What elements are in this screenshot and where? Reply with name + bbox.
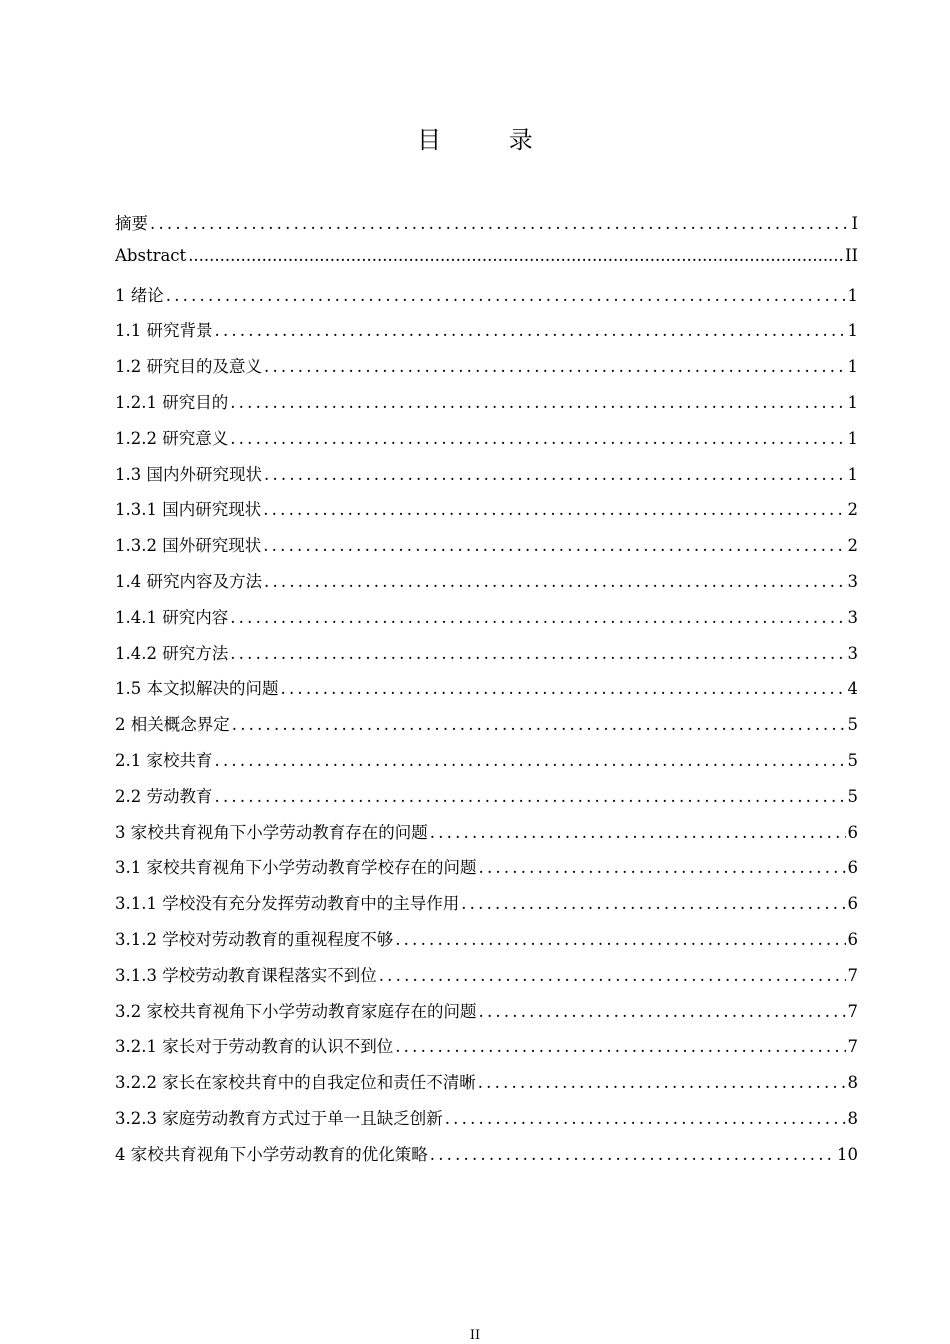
toc-entry-page-number: 1	[847, 392, 858, 412]
toc-entry-label: 3.2 家校共育视角下小学劳动教育家庭存在的问题	[115, 1001, 477, 1021]
toc-entry-label: 3 家校共育视角下小学劳动教育存在的问题	[115, 822, 428, 842]
toc-leader-dots	[445, 1109, 846, 1128]
toc-leader-dots	[215, 321, 846, 340]
toc-entry-page-number: 3	[847, 607, 858, 627]
toc-entry-label: 3.2.2 家长在家校共育中的自我定位和责任不清晰	[115, 1073, 476, 1093]
toc-entry-label: 1.1 研究背景	[115, 321, 213, 341]
toc-leader-dots	[215, 787, 846, 806]
toc-entry-label: 1.3.1 国内研究现状	[115, 500, 262, 520]
toc-entry[interactable]	[115, 389, 858, 425]
toc-entry-label: 3.1.2 学校对劳动教育的重视程度不够	[115, 929, 394, 949]
toc-entry-page-number: 7	[847, 965, 858, 985]
toc-entry-label: 1.4.1 研究内容	[115, 607, 229, 627]
toc-entry[interactable]	[115, 532, 858, 568]
toc-entry[interactable]	[115, 461, 858, 497]
toc-entry[interactable]	[115, 640, 858, 676]
toc-entry-page-number: 1	[847, 285, 858, 305]
toc-entry[interactable]	[115, 854, 858, 890]
page-number-footer: II	[469, 1328, 481, 1343]
toc-entry-label: 3.1.3 学校劳动教育课程落实不到位	[115, 965, 377, 985]
toc-entry-label: 1.2.1 研究目的	[115, 392, 229, 412]
toc-entry-label: 1.3 国内外研究现状	[115, 464, 262, 484]
toc-entry-label: 1.4 研究内容及方法	[115, 571, 262, 591]
toc-entry-label: 摘要	[115, 214, 148, 233]
toc-leader-dots	[395, 930, 845, 949]
toc-entry-label: 1.2 研究目的及意义	[115, 357, 262, 377]
toc-leader-dots	[230, 393, 845, 412]
toc-entry-page-number: 6	[847, 822, 858, 842]
toc-entry-label: 2 相关概念界定	[115, 715, 230, 735]
toc-leader-dots	[281, 679, 846, 698]
toc-entry-page-number: 2	[847, 500, 858, 520]
toc-entry[interactable]	[115, 246, 858, 282]
toc-leader-dots	[479, 858, 846, 877]
toc-entry-label: Abstract	[115, 245, 187, 265]
toc-leader-dots	[263, 536, 845, 555]
toc-entry[interactable]	[115, 1141, 858, 1177]
toc-entry-page-number: 5	[847, 786, 858, 806]
toc-entry-label: 1 绪论	[115, 285, 164, 305]
toc-leader-dots	[430, 823, 846, 842]
toc-entry[interactable]	[115, 425, 858, 461]
toc-entry[interactable]	[115, 998, 858, 1034]
toc-entry-page-number: 3	[847, 571, 858, 591]
toc-entry[interactable]	[115, 711, 858, 747]
toc-entry-page-number: 8	[847, 1108, 858, 1128]
toc-entry-page-number: 5	[847, 715, 858, 735]
toc-entry[interactable]	[115, 1033, 858, 1069]
toc-leader-dots	[430, 1145, 835, 1164]
toc-leader-dots	[478, 1073, 846, 1092]
toc-entry-page-number: 10	[837, 1144, 858, 1164]
toc-leader-dots	[232, 715, 846, 734]
toc-leader-dots	[264, 572, 846, 591]
toc-leader-dots	[395, 1037, 845, 1056]
toc-entry-label: 2.2 劳动教育	[115, 786, 213, 806]
toc-entry-label: 2.1 家校共育	[115, 750, 213, 770]
toc-entry-page-number: 7	[847, 1001, 858, 1021]
toc-entry-page-number: 7	[847, 1037, 858, 1057]
toc-entry-label: 3.2.3 家庭劳动教育方式过于单一且缺乏创新	[115, 1108, 443, 1128]
toc-entry-page-number: 2	[847, 536, 858, 556]
toc-leader-dots	[264, 357, 846, 376]
toc-leader-dots	[263, 500, 845, 519]
toc-entry-label: 3.1.1 学校没有充分发挥劳动教育中的主导作用	[115, 894, 460, 914]
toc-entry[interactable]	[115, 962, 858, 998]
toc-leader-dots	[230, 608, 845, 627]
toc-leader-dots	[230, 429, 845, 448]
toc-entry[interactable]	[115, 890, 858, 926]
toc-entry-page-number: I	[851, 214, 858, 233]
toc-leader-dots	[215, 751, 846, 770]
page-title: 目 录	[417, 126, 563, 154]
toc-entry-label: 1.5 本文拟解决的问题	[115, 679, 279, 699]
toc-entry[interactable]	[115, 282, 858, 318]
toc-entry[interactable]	[115, 317, 858, 353]
toc-entry-label: 3.2.1 家长对于劳动教育的认识不到位	[115, 1037, 394, 1057]
toc-entry-page-number: 1	[847, 428, 858, 448]
toc-entry-page-number: 4	[847, 679, 858, 699]
toc-entry-page-number: 6	[847, 894, 858, 914]
toc-leader-dots	[188, 246, 843, 265]
toc-entry[interactable]	[115, 675, 858, 711]
toc-entry-page-number: 8	[847, 1073, 858, 1093]
toc-entry-page-number: 5	[847, 750, 858, 770]
toc-leader-dots	[150, 214, 849, 233]
toc-entry[interactable]	[115, 747, 858, 783]
toc-entry-label: 3.1 家校共育视角下小学劳动教育学校存在的问题	[115, 858, 477, 878]
toc-entry[interactable]	[115, 210, 858, 246]
toc-leader-dots	[264, 465, 846, 484]
toc-entry-page-number: 1	[847, 357, 858, 377]
toc-entry-label: 1.4.2 研究方法	[115, 643, 229, 663]
toc-entry-label: 4 家校共育视角下小学劳动教育的优化策略	[115, 1144, 428, 1164]
toc-entry[interactable]	[115, 819, 858, 855]
toc-leader-dots	[479, 1002, 846, 1021]
table-of-contents	[115, 210, 858, 1177]
toc-entry[interactable]	[115, 568, 858, 604]
toc-entry-page-number: 6	[847, 929, 858, 949]
toc-entry[interactable]	[115, 496, 858, 532]
toc-entry-label: 1.2.2 研究意义	[115, 428, 229, 448]
toc-leader-dots	[166, 286, 846, 305]
toc-leader-dots	[379, 966, 846, 985]
toc-entry[interactable]	[115, 926, 858, 962]
toc-entry[interactable]	[115, 353, 858, 389]
toc-entry[interactable]	[115, 604, 858, 640]
toc-entry[interactable]	[115, 1069, 858, 1105]
toc-entry[interactable]	[115, 783, 858, 819]
toc-entry-page-number: II	[844, 245, 858, 265]
toc-entry-page-number: 3	[847, 643, 858, 663]
toc-leader-dots	[461, 894, 845, 913]
toc-entry-label: 1.3.2 国外研究现状	[115, 536, 262, 556]
toc-leader-dots	[230, 644, 845, 663]
toc-entry[interactable]	[115, 1105, 858, 1141]
toc-entry-page-number: 6	[847, 858, 858, 878]
toc-entry-page-number: 1	[847, 464, 858, 484]
toc-entry-page-number: 1	[847, 321, 858, 341]
